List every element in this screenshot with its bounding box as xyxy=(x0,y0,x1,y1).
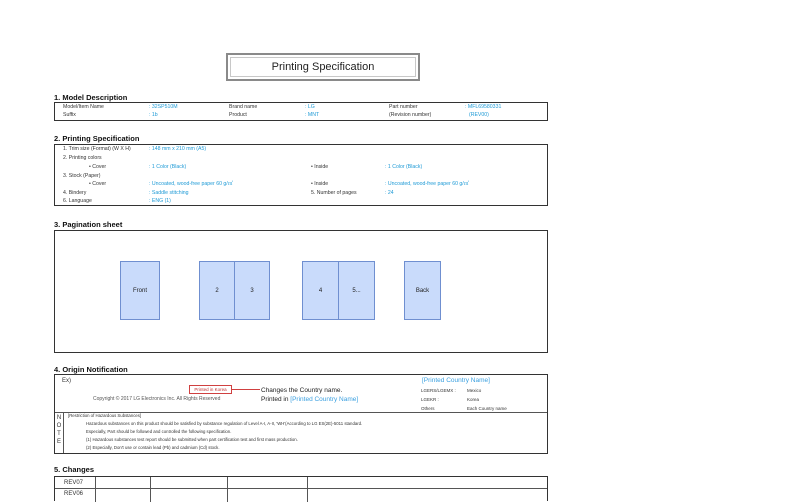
inside-stock-value: : Uncoated, wood-free paper 60 g/㎡ xyxy=(385,181,469,187)
part-number-value: : MFL69580331 xyxy=(465,104,502,110)
inside-color-label: • Inside xyxy=(311,164,329,170)
section-changes-heading: 5. Changes xyxy=(54,465,95,474)
note-letter-o: O xyxy=(56,423,62,429)
changes-col-divider-4 xyxy=(307,477,308,502)
revision-label: (Revision number) xyxy=(389,112,432,118)
pages-label: 5. Number of pages xyxy=(311,190,357,196)
page-5-onward: 5... xyxy=(338,261,375,320)
suffix-label: Suffix xyxy=(63,112,76,118)
document-title-box xyxy=(226,53,420,81)
changes-row-rev07: REV07 xyxy=(64,480,84,486)
page-3: 3 xyxy=(234,261,270,320)
printed-country-inline: [Printed Country Name] xyxy=(290,396,359,403)
section-pagination-heading: 3. Pagination sheet xyxy=(54,220,123,229)
changes-col-divider-3 xyxy=(227,477,228,502)
page-4: 4 xyxy=(302,261,339,320)
country-code-0: LGERS/LGEMX : xyxy=(421,388,456,393)
cover-stock-label: • Cover xyxy=(89,181,107,187)
changes-table xyxy=(54,476,548,501)
country-name-1: Korea xyxy=(467,397,480,402)
note-label xyxy=(55,414,63,446)
pages-value: : 24 xyxy=(385,190,394,196)
page-2: 2 xyxy=(199,261,235,320)
product-label: Product xyxy=(229,112,247,118)
product-value: : MNT xyxy=(305,112,320,118)
country-name-0: Mexico xyxy=(467,388,482,393)
bindery-label: 4. Bindery xyxy=(63,190,87,196)
country-code-2: Others xyxy=(421,406,435,411)
cover-stock-value: : Uncoated, wood-free paper 60 g/㎡ xyxy=(149,181,233,187)
trim-value: : 148 mm x 210 mm (A5) xyxy=(149,146,207,152)
note-line-2: Especially, Part should be followed and controlled the following specification. xyxy=(86,429,232,434)
note-line-0: [Restriction of Hazardous Substances] xyxy=(68,413,142,418)
model-label: Model/Item Name xyxy=(63,104,104,110)
brand-value: : LG xyxy=(305,104,315,110)
section-origin-heading: 4. Origin Notification xyxy=(54,365,128,374)
model-value: : 32SP510M xyxy=(149,104,178,110)
part-number-label: Part number xyxy=(389,104,418,110)
model-description-box xyxy=(54,102,548,121)
changes-row-rev06: REV06 xyxy=(64,491,84,497)
printed-in-highlight: Printed in Korea xyxy=(189,385,232,394)
note-line-4: (2) Especially, Don't use or contain lead (Pb) and cadmium (Cd) stock. xyxy=(86,445,220,450)
changes-row-divider xyxy=(55,488,547,489)
copyright-text: Copyright © 2017 LG Electronics Inc. All Rights Reserved xyxy=(93,396,221,402)
section-model-heading: 1. Model Description xyxy=(54,93,128,102)
changes-col-divider-2 xyxy=(150,477,151,502)
printed-country-header: [Printed Country Name] xyxy=(422,377,490,384)
cover-color-value: : 1 Color (Black) xyxy=(149,164,187,170)
origin-notification-box xyxy=(54,374,548,454)
colors-label: 2. Printing colors xyxy=(63,155,102,161)
page-back: Back xyxy=(404,261,441,320)
note-letter-n: N xyxy=(56,415,62,421)
arrow-line xyxy=(232,389,260,390)
changes-country-text: Changes the Country name. xyxy=(261,387,343,394)
inside-stock-label: • Inside xyxy=(311,181,329,187)
printing-spec-box xyxy=(54,144,548,206)
section-printing-heading: 2. Printing Specification xyxy=(54,134,140,143)
note-line-1: Hazardous substances on this product should be satisfied by substance regulation of Level A-I, A-II, 'WH'(According to LG ES(2E)-5011 standard. xyxy=(86,421,363,426)
note-column-divider xyxy=(63,412,64,453)
language-value: : ENG (1) xyxy=(149,198,171,204)
note-letter-t: T xyxy=(57,431,61,437)
bindery-value: : Saddle stitching xyxy=(149,190,189,196)
suffix-value: : 1b xyxy=(149,112,158,118)
note-letter-e: E xyxy=(56,439,61,445)
printed-in-line xyxy=(261,396,358,404)
example-label: Ex) xyxy=(62,378,71,384)
country-code-1: LGEKR : xyxy=(421,397,439,402)
changes-col-divider-1 xyxy=(95,477,96,502)
pagination-sheet-box xyxy=(54,230,548,353)
stock-label: 3. Stock (Paper) xyxy=(63,173,101,179)
revision-value: (REV00) xyxy=(469,112,489,118)
trim-label: 1. Trim size (Format) (W X H) xyxy=(63,146,131,152)
language-label: 6. Language xyxy=(63,198,92,204)
brand-label: Brand name xyxy=(229,104,258,110)
cover-color-label: • Cover xyxy=(89,164,107,170)
document-title: Printing Specification xyxy=(271,61,375,73)
note-line-3: (1) Hazardous substances test report should be submitted when part certification test and first mass production. xyxy=(86,437,298,442)
printed-in-prefix: Printed in xyxy=(261,396,291,403)
country-name-2: Each Country name xyxy=(467,406,507,411)
page-front: Front xyxy=(120,261,160,320)
inside-color-value: : 1 Color (Black) xyxy=(385,164,423,170)
